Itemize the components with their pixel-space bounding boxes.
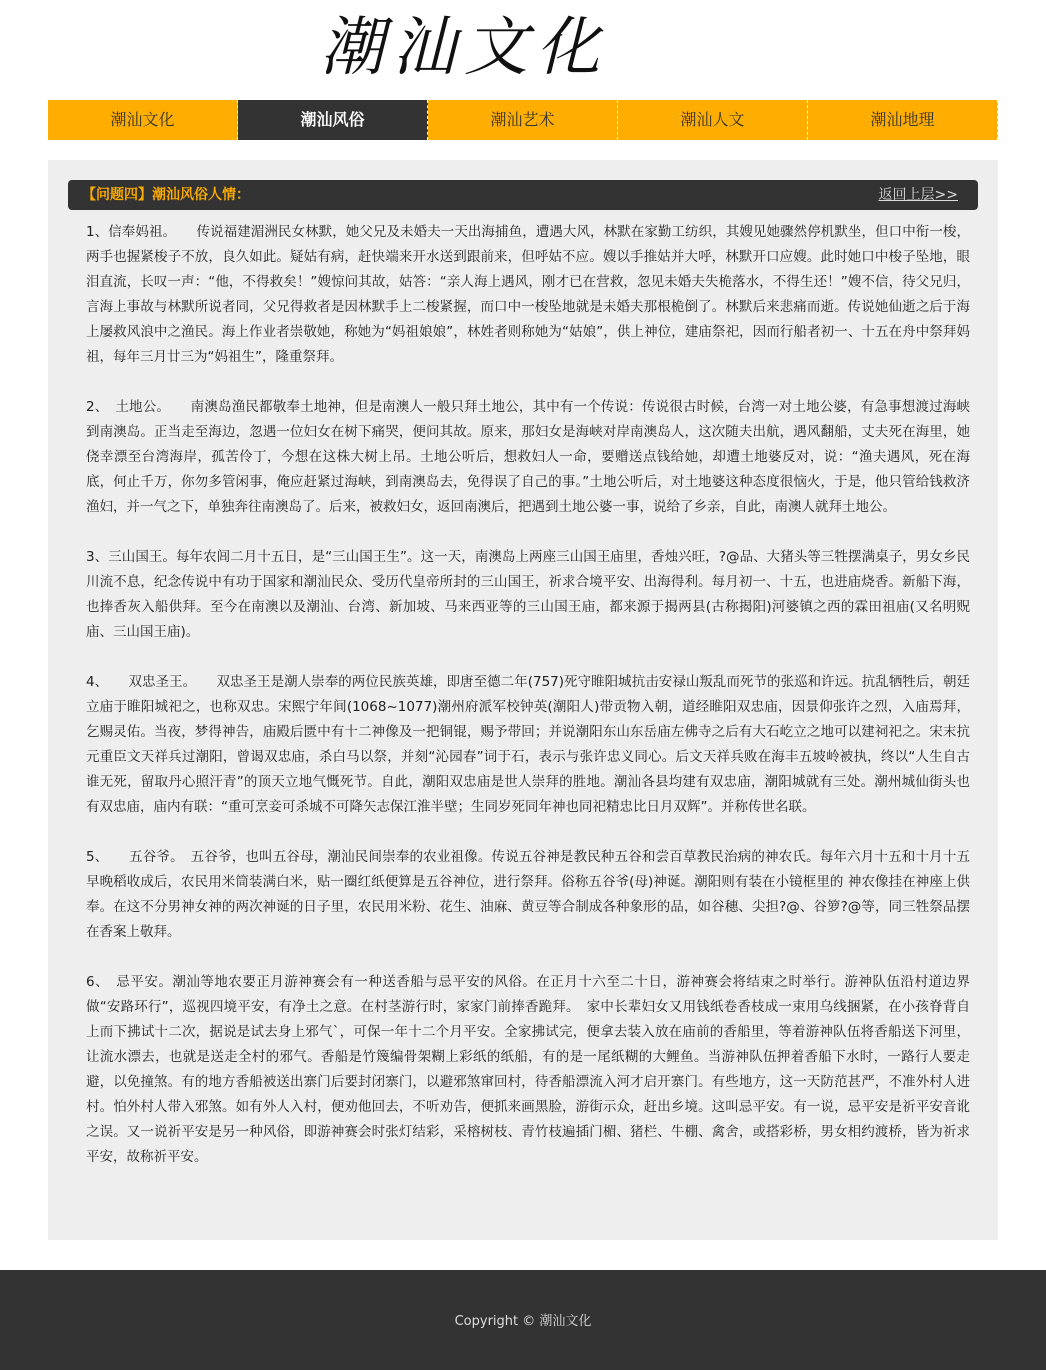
- paragraph-shuangzhong: 4、 双忠圣王。 双忠圣王是潮人崇奉的两位民族英雄，即唐至德二年(757)死守睢阳城抗击安禄山叛乱而死节的张巡和许远。抗乱牺牲后，朝廷立庙于睢阳城祀之，也称双忠。宋熙宁年间(1068~1077)潮州府派军校钟英(潮阳人)带贡物入朝，道经睢阳双忠庙，因景仰张许之烈，入庙焉拜，乞赐灵佑。当夜，梦得神告，庙殿后匮中有十二神像及一把铜锟，赐予带回；并说潮阳东山东岳庙左佛寺之后有大石屹立之地可以建祠祀之。宋末抗元重臣文天祥兵过潮阳，曾谒双忠庙，杀白马以祭，并刻“沁园春”词于石，表示与张许忠义同心。后文天祥兵败在海丰五坡岭被执，终以“人生自古谁无死，留取丹心照汗青”的顶天立地气慨死节。自此，潮阳双忠庙是世人崇拜的胜地。潮汕各县均建有双忠庙，潮阳城就有三处。潮州城仙街头也有双忠庙，庙内有联：“重可烹妾可杀城不可降矢志保江淮半壁；生同岁死同年神也同祀精忠比日月双辉”。并称传世名联。: [86, 674, 970, 815]
- nav-item-art[interactable]: 潮汕艺术: [428, 100, 618, 140]
- paragraph-sanshan: 3、三山国王。每年农闾二月十五日，是“三山国王生”。这一天，南澳岛上两座三山国王庙里，香烛兴旺，?@品、大猪头等三牲摆满桌子，男女乡民川流不息，纪念传说中有功于国家和潮汕民众、受历代皇帝所封的三山国王，祈求合境平安、出海得利。每月初一、十五，也进庙烧香。新船下海，也捧香灰入船供拜。至今在南澳以及潮汕、台湾、新加坡、马来西亚等的三山国王庙，都来源于揭两县(古称揭阳)河婆镇之西的霖田祖庙(又名明贶庙、三山国王庙)。: [86, 549, 970, 640]
- content-panel: [48, 160, 998, 1240]
- nav-item-culture[interactable]: 潮汕文化: [48, 100, 238, 140]
- topic-title: 【问题四】潮汕风俗人情：: [82, 187, 250, 203]
- nav-item-geography[interactable]: 潮汕地理: [808, 100, 998, 140]
- back-link[interactable]: 返回上层>>: [878, 187, 958, 203]
- site-logo: 潮汕文化: [320, 11, 608, 85]
- footer: [0, 1270, 1046, 1370]
- nav-item-people[interactable]: 潮汕人文: [618, 100, 808, 140]
- topic-header: [68, 180, 978, 210]
- copyright-text: Copyright © 潮汕文化: [454, 1314, 592, 1329]
- paragraph-tudigong: 2、 土地公。 南澳岛渔民都敬奉土地神，但是南澳人一般只拜土地公，其中有一个传说：传说很古时候，台湾一对土地公婆，有急事想渡过海峡到南澳岛。正当走至海边，忽遇一位妇女在树下痛哭，便问其故。原来，那妇女是海峡对岸南澳岛人，这次随夫出航，遇风翻船，丈夫死在海里，她侥幸漂至台湾海岸，孤苦伶丁，今想在这株大树上吊。土地公听后，想救妇人一命，要赠送点钱给她，却遭土地婆反对，说：“渔夫遇风，死在海底，何止千万，你勿多管闲事，俺应赶紧过海峡，到南澳岛去，免得误了自己的事。”土地公听后，对土地婆这种态度很恼火，于是，他只管给钱救济渔妇，并一气之下，单独奔往南澳岛了。后来，被救妇女，返回南澳后，把遇到土地公婆一事，说给了乡亲，自此，南澳人就拜土地公。: [86, 399, 970, 515]
- article-body: [86, 220, 970, 1195]
- paragraph-jipingan: 6、 忌平安。潮汕等地农要正月游神赛会有一种送香船与忌平安的风俗。在正月十六至二十日，游神赛会将结束之时举行。游神队伍沿村道边界做“安路环行”，巡视四境平安，有净土之意。在村茎游行时，家家门前捧香跪拜。 家中长辈妇女又用钱纸卷香枝成一束用乌线捆紧，在小孩脊背自上而下拂试十二次，据说是试去身上邪气`，可保一年十二个月平安。全家拂试完，便拿去装入放在庙前的香船里，等着游神队伍将香船送下河里，让流水漂去，也就是送走全村的邪气。香船是竹篾编骨架糊上彩纸的纸船，有的是一尾纸糊的大鲤鱼。当游神队伍押着香船下水时，一路行人要走避，以免撞煞。有的地方香船被送出寨门后要封闭寨门，以避邪煞窜回村，待香船漂流入河才启开寨门。有些地方，这一天防范甚严，不准外村人进村。怕外村人带入邪煞。如有外人入村，便劝他回去，不听劝告，便抓来画黑脸，游街示众，赶出乡境。这叫忌平安。有一说，忌平安是祈平安音讹之误。又一说祈平安是另一种风俗，即游神赛会时张灯结彩，采榕树枝、青竹枝遍插门楣、猪栏、牛棚、禽舍，或搭彩桥，男女相约渡桥，皆为祈求平安，故称祈平安。: [86, 974, 970, 1165]
- paragraph-wuguye: 5、 五谷爷。 五谷爷，也叫五谷母，潮汕民间崇奉的农业祖像。传说五谷神是教民种五谷和尝百草教民治病的神农氏。每年六月十五和十月十五早晚稻收成后，农民用米筒装满白米，贴一圈红纸便算是五谷神位，进行祭拜。俗称五谷爷(母)神诞。潮阳则有装在小镜框里的 神农像挂在神座上供奉。在这不分男神女神的两次神诞的日子里，农民用米粉、花生、油麻、黄豆等合制成各种象形的品，如谷穗、尖担?@、谷箩?@等，同三牲祭品摆在香案上敬拜。: [86, 849, 970, 940]
- nav-item-customs[interactable]: 潮汕风俗: [238, 100, 428, 140]
- main-nav: [48, 100, 998, 140]
- paragraph-mazu: 1、信奉妈祖。 传说福建湄洲民女林默，她父兄及未婚夫一天出海捕鱼，遭遇大风，林默在家勤工纺织，其嫂见她骤然停机默坐，但口中衔一梭，两手也握紧梭子不放，良久如此。疑姑有病，赶快端来开水送到跟前来，但呼姑不应。嫂以手推姑并大呼，林默开口应嫂。此时她口中梭子坠地，眼泪直流，长叹一声：“他，不得救矣！”嫂惊问其故，姑答：“亲人海上遇风，刚才已在营救，忽见未婚夫失桅落水，不得生还！”嫂不信，待父兄归，言海上事故与林默所说者同，父兄得救者是因林默手上二梭紧握，而口中一梭坠地就是未婚夫那根桅倒了。林默后来悲痛而逝。传说她仙逝之后于海上屡救风浪中之渔民。海上作业者崇敬她，称她为“妈祖娘娘”，林姓者则称她为“姑娘”，供上神位，建庙祭祀，因而行船者初一、十五在舟中祭拜妈祖，每年三月廿三为“妈祖生”，隆重祭拜。: [86, 224, 970, 365]
